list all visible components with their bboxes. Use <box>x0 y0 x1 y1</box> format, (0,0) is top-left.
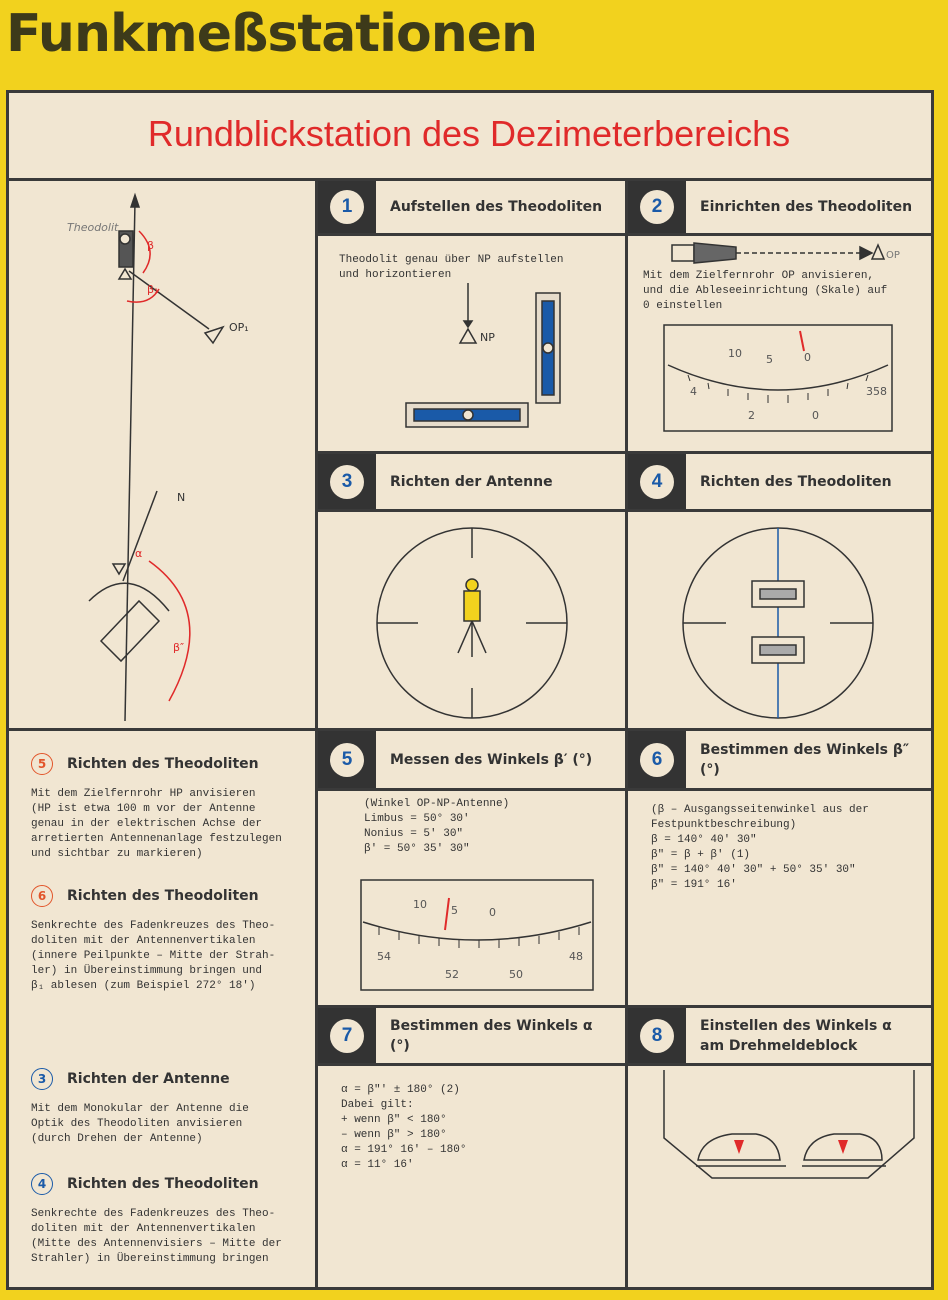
panel-title: Aufstellen des Theodoliten <box>390 199 603 215</box>
step-title: Richten der Antenne <box>67 1071 230 1087</box>
step-text: Senkrechte des Fadenkreuzes des Theo- doliten mit der Antennenvertikalen (innere Peilpunkte – Mitte der Strah- ler) in Übereinstimmung bringen und β₁ ablesen (zum Beispiel 272° 18′) <box>31 920 276 992</box>
scale-label: 4 <box>690 385 697 398</box>
divider <box>315 1063 931 1066</box>
panel-8-header <box>628 1008 931 1063</box>
step-title: Richten des Theodoliten <box>67 888 259 904</box>
scale-label: 5 <box>766 353 773 366</box>
panel-3-illustration <box>318 513 625 725</box>
panel-title: Richten des Theodoliten <box>700 473 892 490</box>
board-title: Rundblickstation des Dezimeterbereichs <box>147 113 791 154</box>
panel-number: 5 <box>330 743 364 777</box>
scale-label: 0 <box>812 409 819 422</box>
panel-title: Einrichten des Theodoliten <box>700 199 913 215</box>
panel-8-illustration <box>628 1068 931 1188</box>
panel-7-header <box>318 1008 625 1063</box>
panel-1-header <box>318 181 625 233</box>
step-text: Mit dem Zielfernrohr HP anvisieren (HP ist etwa 100 m vor der Antenne genau in der elektrischen Achse der arretierten Antennenanlage festzulegen und sichtbar zu markieren) <box>31 788 282 860</box>
panel-number: 7 <box>330 1019 364 1053</box>
panel-4-header <box>628 454 931 509</box>
scale-label: 54 <box>377 950 391 963</box>
op1-label: OP₁ <box>229 321 249 334</box>
np-label: NP <box>480 331 495 344</box>
step-number: 6 <box>31 885 53 907</box>
panel-2-text: Mit dem Zielfernrohr OP anvisieren, und die Ableseeinrichtung (Skale) auf 0 einstellen <box>643 270 888 312</box>
step-list-item <box>31 753 311 862</box>
scale-label: 50 <box>509 968 523 981</box>
panel-3-header <box>318 454 625 509</box>
step-number: 4 <box>31 1173 53 1195</box>
panel-title: Einstellen des Winkels α am Drehmeldeblock <box>700 1017 892 1054</box>
scale-label: 358 <box>866 385 887 398</box>
beta-label: β <box>147 239 155 252</box>
scale-label: 10 <box>728 347 742 360</box>
scale-label: 48 <box>569 950 583 963</box>
panel-5-header <box>318 731 625 788</box>
step-text: Senkrechte des Fadenkreuzes des Theo- doliten mit der Antennenvertikalen (Mitte des Antennenvisiers – Mitte der Strahler) in Übereinstimmung bringen <box>31 1208 282 1265</box>
panel-2-header <box>628 181 931 233</box>
panel-title: Bestimmen des Winkels β″ (°) <box>700 741 910 778</box>
instruction-board <box>6 90 934 1290</box>
beta-double-label: β″ <box>173 641 185 654</box>
panel-5-text: (Winkel OP-NP-Antenne) Limbus = 50° 30′ Nonius = 5′ 30″ β′ = 50° 35′ 30″ <box>364 798 510 855</box>
divider <box>315 509 931 512</box>
theodolit-label: Theodolit <box>67 221 119 234</box>
step-list-item <box>31 1173 311 1267</box>
scale-label: 5 <box>451 904 458 917</box>
panel-5-illustration <box>359 878 599 996</box>
panel-number: 1 <box>330 190 364 224</box>
panel-number: 4 <box>640 465 674 499</box>
panel-number: 8 <box>640 1019 674 1053</box>
step-list-item <box>31 1068 311 1147</box>
panel-1-text: Theodolit genau über NP aufstellen und horizontieren <box>339 254 564 281</box>
step-number: 5 <box>31 753 53 775</box>
panel-6-header <box>628 731 931 788</box>
panel-title: Messen des Winkels β′ (°) <box>390 751 593 768</box>
panel-1-illustration <box>318 283 618 443</box>
scale-label: 52 <box>445 968 459 981</box>
panel-number: 6 <box>640 743 674 777</box>
scale-label: 10 <box>413 898 427 911</box>
step-number: 3 <box>31 1068 53 1090</box>
north-label: N <box>177 491 186 504</box>
panel-number: 3 <box>330 465 364 499</box>
panel-4-illustration <box>628 513 931 725</box>
overview-diagram <box>9 181 315 726</box>
beta1-label: β₁ <box>147 283 159 296</box>
step-title: Richten des Theodoliten <box>67 756 259 772</box>
page-title: Funkmeßstationen <box>6 4 538 64</box>
step-title: Richten des Theodoliten <box>67 1176 259 1192</box>
step-list-item <box>31 885 311 994</box>
scale-label: 0 <box>804 351 811 364</box>
panel-7-text: α = β″′ ± 180° (2) Dabei gilt: + wenn β″ < 180° – wenn β″ > 180° α = 191° 16′ – 180° α = 11° 16′ <box>341 1084 467 1171</box>
panel-title: Richten der Antenne <box>390 473 553 490</box>
op-label: OP <box>886 250 900 261</box>
scale-label: 0 <box>489 906 496 919</box>
panel-2-illustration <box>628 235 931 445</box>
panel-number: 2 <box>640 190 674 224</box>
panel-6-text: (β – Ausgangsseitenwinkel aus der Festpunktbeschreibung) β = 140° 40′ 30″ β″ = β + β′ (1) β″ = 140° 40′ 30″ + 50° 35′ 30″ β″ = 191° 16′ <box>651 804 869 891</box>
panel-title: Bestimmen des Winkels α (°) <box>390 1017 593 1054</box>
scale-label: 2 <box>748 409 755 422</box>
step-text: Mit dem Monokular der Antenne die Optik des Theodoliten anvisieren (durch Drehen der Antenne) <box>31 1103 249 1145</box>
alpha-label: α <box>135 547 143 560</box>
divider <box>315 788 931 791</box>
